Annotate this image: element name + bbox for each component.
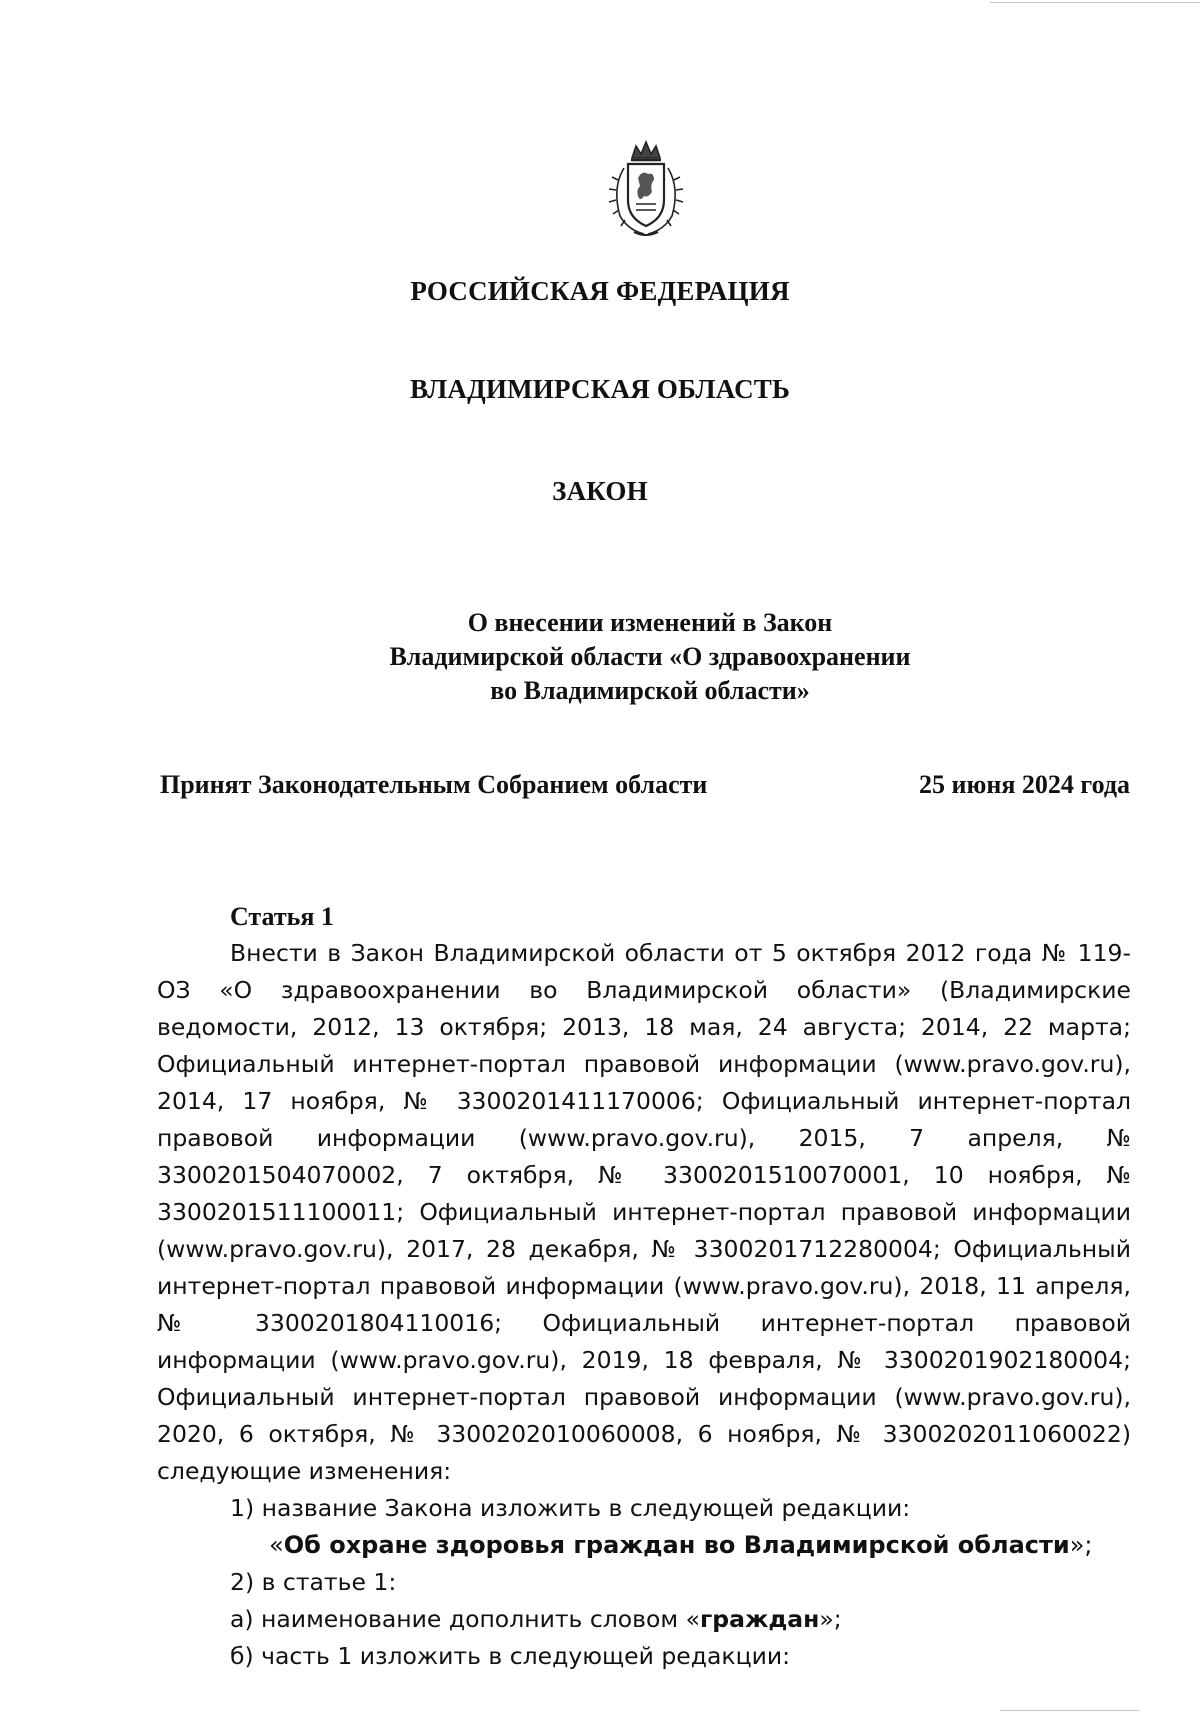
law-title <box>300 606 1000 708</box>
amendment-item-2: 2) в статье 1: <box>230 1568 397 1596</box>
amendment-item-2a <box>157 1601 1131 1638</box>
country-heading: РОССИЙСКАЯ ФЕДЕРАЦИЯ <box>410 276 790 306</box>
quote-close: »; <box>1069 1531 1093 1559</box>
scan-artifact-top <box>990 2 1200 3</box>
amendment-item-1: 1) название Закона изложить в следующей редакции: <box>230 1494 911 1522</box>
law-title-line: О внесении изменений в Закон <box>467 608 833 637</box>
new-law-title-quote <box>157 1527 1131 1564</box>
coat-of-arms-emblem <box>598 138 694 240</box>
law-title-line: во Владимирской области» <box>490 676 810 705</box>
item-2a-prefix: а) наименование дополнить словом « <box>230 1605 700 1633</box>
scan-artifact-bottom <box>1000 1710 1140 1711</box>
article-heading: Статья 1 <box>230 902 334 931</box>
adopted-by-text: Принят Законодательным Собранием области <box>160 770 708 799</box>
amendment-item-2b: б) часть 1 изложить в следующей редакции: <box>230 1642 791 1670</box>
adoption-line <box>160 770 1130 802</box>
new-law-title: Об охране здоровья граждан во Владимирской области <box>283 1531 1070 1559</box>
article-intro-paragraph: Внести в Закон Владимирской области от 5 октября 2012 года № 119-ОЗ «О здравоохранении во Владимирской области» (Владимирские ведомости, 2012, 13 октября; 2013, 18 мая, 24 августа; 2014, 22 марта; Официальный интернет-портал правовой информации (www.pravo.gov.ru), 2014, 17 ноября, № 3300201411170006; Официальный интернет-портал правовой информации (www.pravo.gov.ru), 2015, 7 апреля, № 3300201504070002, 7 октября, № 3300201510070001, 10 ноября, № 3300201511100011; Официальный интернет-портал правовой информации (www.pravo.gov.ru), 2017, 28 декабря, № 3300201712280004; Официальный интернет-портал правовой информации (www.pravo.gov.ru), 2018, 11 апреля, № 3300201804110016; Официальный интернет-портал правовой информации (www.pravo.gov.ru), 2019, 18 февраля, № 3300201902180004; Официальный интернет-портал правовой информации (www.pravo.gov.ru), 2020, 6 октября, № 3300202010060008, 6 ноября, № 3300202011060022) следующие изменения: <box>157 939 1131 1485</box>
law-title-line: Владимирской области «О здравоохранении <box>389 642 911 671</box>
article-body <box>157 898 1131 1675</box>
region-heading: ВЛАДИМИРСКАЯ ОБЛАСТЬ <box>409 374 791 404</box>
document-type-heading: ЗАКОН <box>552 476 648 506</box>
added-word: граждан <box>699 1605 820 1633</box>
item-2a-suffix: »; <box>819 1605 842 1633</box>
quote-open: « <box>269 1531 284 1559</box>
adoption-date: 25 июня 2024 года <box>919 770 1130 799</box>
